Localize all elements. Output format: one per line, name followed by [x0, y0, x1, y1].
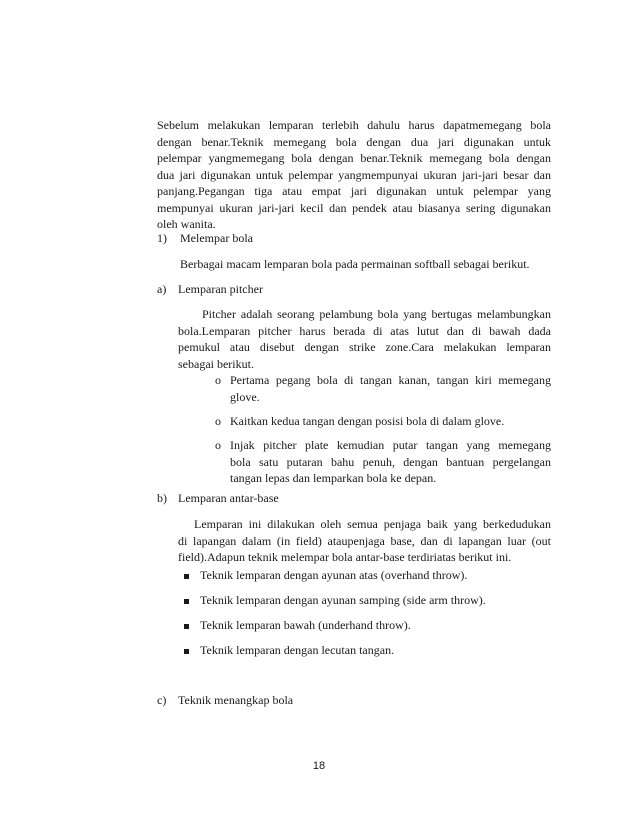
section1-text: Berbagai macam lemparan bola pada permainan softball sebagai berikut. — [180, 257, 530, 271]
step-item — [230, 372, 551, 405]
step-line: Pertama pegang bola di tangan kanan, tangan kiri memegang — [230, 373, 551, 387]
section-a-line: bola.Lemparan pitcher harus berada di atas lutut dan di bawah dada — [178, 323, 551, 338]
section-a-line: pemukul atau disebut dengan strike zone.Cara melakukan lemparan — [178, 340, 551, 354]
bullet-icon — [184, 624, 189, 629]
section-c-heading: Teknik menangkap bola — [178, 693, 294, 707]
section-a-line: sebagai berikut. — [178, 356, 254, 371]
step-line: Kaitkan kedua tangan dengan posisi bola di dalam glove. — [230, 414, 505, 428]
section-a-line: Pitcher adalah seorang pelambung bola yang bertugas melambungkan — [202, 307, 551, 321]
section-b-line: Lemparan ini dilakukan oleh semua penjaga baik yang berkedudukan — [194, 517, 551, 531]
intro-line: oleh wanita. — [157, 217, 216, 231]
technique-item: Teknik lemparan dengan ayunan samping (side arm throw). — [200, 593, 486, 607]
bullet-icon — [184, 649, 189, 654]
intro-line: dua jari digunakan untuk pelempar yangmempunyai ukuran jari-jari besar dan — [157, 167, 551, 182]
section1-marker: 1) — [157, 231, 167, 245]
bullet-icon — [184, 599, 189, 604]
section-a-marker: a) — [157, 282, 167, 296]
section-a-heading: Lemparan pitcher — [178, 282, 263, 296]
section-b-heading: Lemparan antar-base — [178, 491, 279, 505]
intro-line: dengan benar.Teknik memegang bola dengan dua jari digunakan untuk — [157, 134, 551, 149]
step-marker: o — [215, 373, 221, 387]
section-c-marker: c) — [157, 693, 167, 707]
technique-item: Teknik lemparan dengan ayunan atas (overhand throw). — [200, 568, 468, 582]
section-b-line: di lapangan dalam (in field) ataupenjaga base, dan di lapangan luar (out — [178, 533, 551, 548]
section-b-line: field).Adapun teknik melempar bola antar-base terdiriatas berikut ini. — [178, 550, 512, 564]
step-marker: o — [215, 414, 221, 428]
intro-line: pelempar yangmemegang bola dengan benar.Teknik memegang bola dengan — [157, 151, 551, 165]
intro-line: mempunyai ukuran jari-jari kecil dan pendek atau biasanya sering digunakan — [157, 200, 551, 215]
section-a-paragraph — [178, 306, 551, 372]
intro-line: panjang.Pegangan tiga atau empat jari digunakan untuk pelempar yang — [157, 184, 551, 198]
step-line: tangan lepas dan lemparkan bola ke depan. — [230, 471, 437, 485]
intro-paragraph — [157, 117, 551, 233]
section-b-paragraph — [178, 516, 551, 566]
step-line: Injak pitcher plate kemudian putar tangan yang memegang — [230, 438, 551, 452]
step-marker: o — [215, 438, 221, 452]
section-b-marker: b) — [157, 491, 167, 505]
technique-item: Teknik lemparan dengan lecutan tangan. — [200, 643, 395, 657]
step-item — [230, 437, 551, 487]
step-item — [230, 413, 551, 430]
technique-item: Teknik lemparan bawah (underhand throw). — [200, 618, 411, 632]
section1-heading: Melempar bola — [180, 231, 253, 245]
bullet-icon — [184, 574, 189, 579]
step-line: glove. — [230, 389, 260, 404]
step-line: bola satu putaran bahu penuh, dengan bantuan pergelangan — [230, 454, 551, 469]
intro-line: Sebelum melakukan lemparan terlebih dahulu harus dapatmemegang bola — [157, 118, 551, 132]
page-number: 18 — [312, 760, 326, 772]
